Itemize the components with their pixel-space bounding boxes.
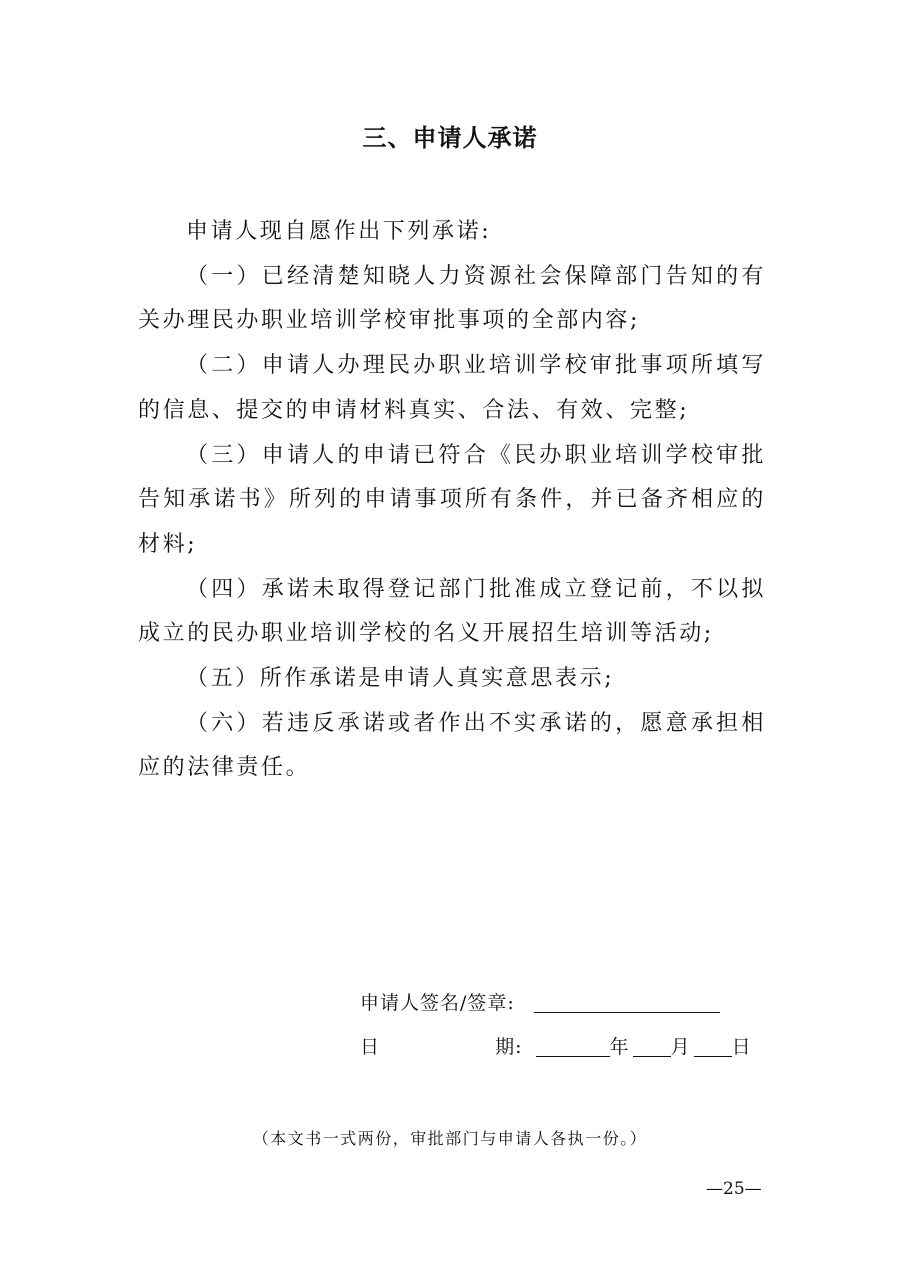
commitment-item-3: （三）申请人的申请已符合《民办职业培训学校审批告知承诺书》所列的申请事项所有条件，并已备齐相应的材料; bbox=[138, 442, 766, 557]
commitment-item-2: （二）申请人办理民办职业培训学校审批事项所填写的信息、提交的申请材料真实、合法、有效、完整; bbox=[138, 353, 766, 423]
month-line[interactable] bbox=[633, 1036, 671, 1057]
commitment-body bbox=[138, 210, 766, 791]
commitment-item-1: （一）已经清楚知晓人力资源社会保障部门告知的有关办理民办职业培训学校审批事项的全部内容; bbox=[138, 263, 766, 334]
day-label: 日 bbox=[731, 1036, 752, 1058]
date-label-period-char: 期: bbox=[495, 1036, 523, 1058]
year-line[interactable] bbox=[536, 1036, 610, 1057]
day-line[interactable] bbox=[694, 1036, 732, 1057]
date-label-day-char: 日 bbox=[360, 1036, 381, 1058]
signature-row bbox=[360, 988, 720, 1015]
signature-line[interactable] bbox=[534, 992, 720, 1013]
month-label: 月 bbox=[670, 1036, 691, 1058]
date-row bbox=[360, 1032, 752, 1059]
commitment-item-5: （五）所作承诺是申请人真实意思表示; bbox=[186, 666, 615, 692]
page-title: 三、申请人承诺 bbox=[362, 124, 538, 152]
footer-note: （本文书一式两份，审批部门与申请人各执一份。） bbox=[252, 1129, 648, 1148]
signature-label: 申请人签名/签章: bbox=[360, 992, 515, 1014]
commitment-item-4: （四）承诺未取得登记部门批准成立登记前，不以拟成立的民办职业培训学校的名义开展招生培训等活动; bbox=[138, 576, 766, 647]
commitment-item-6: （六）若违反承诺或者作出不实承诺的，愿意承担相应的法律责任。 bbox=[138, 710, 766, 781]
intro-paragraph: 申请人现自愿作出下列承诺: bbox=[186, 219, 492, 244]
year-label: 年 bbox=[609, 1036, 630, 1058]
page-number: —25— bbox=[706, 1179, 762, 1199]
